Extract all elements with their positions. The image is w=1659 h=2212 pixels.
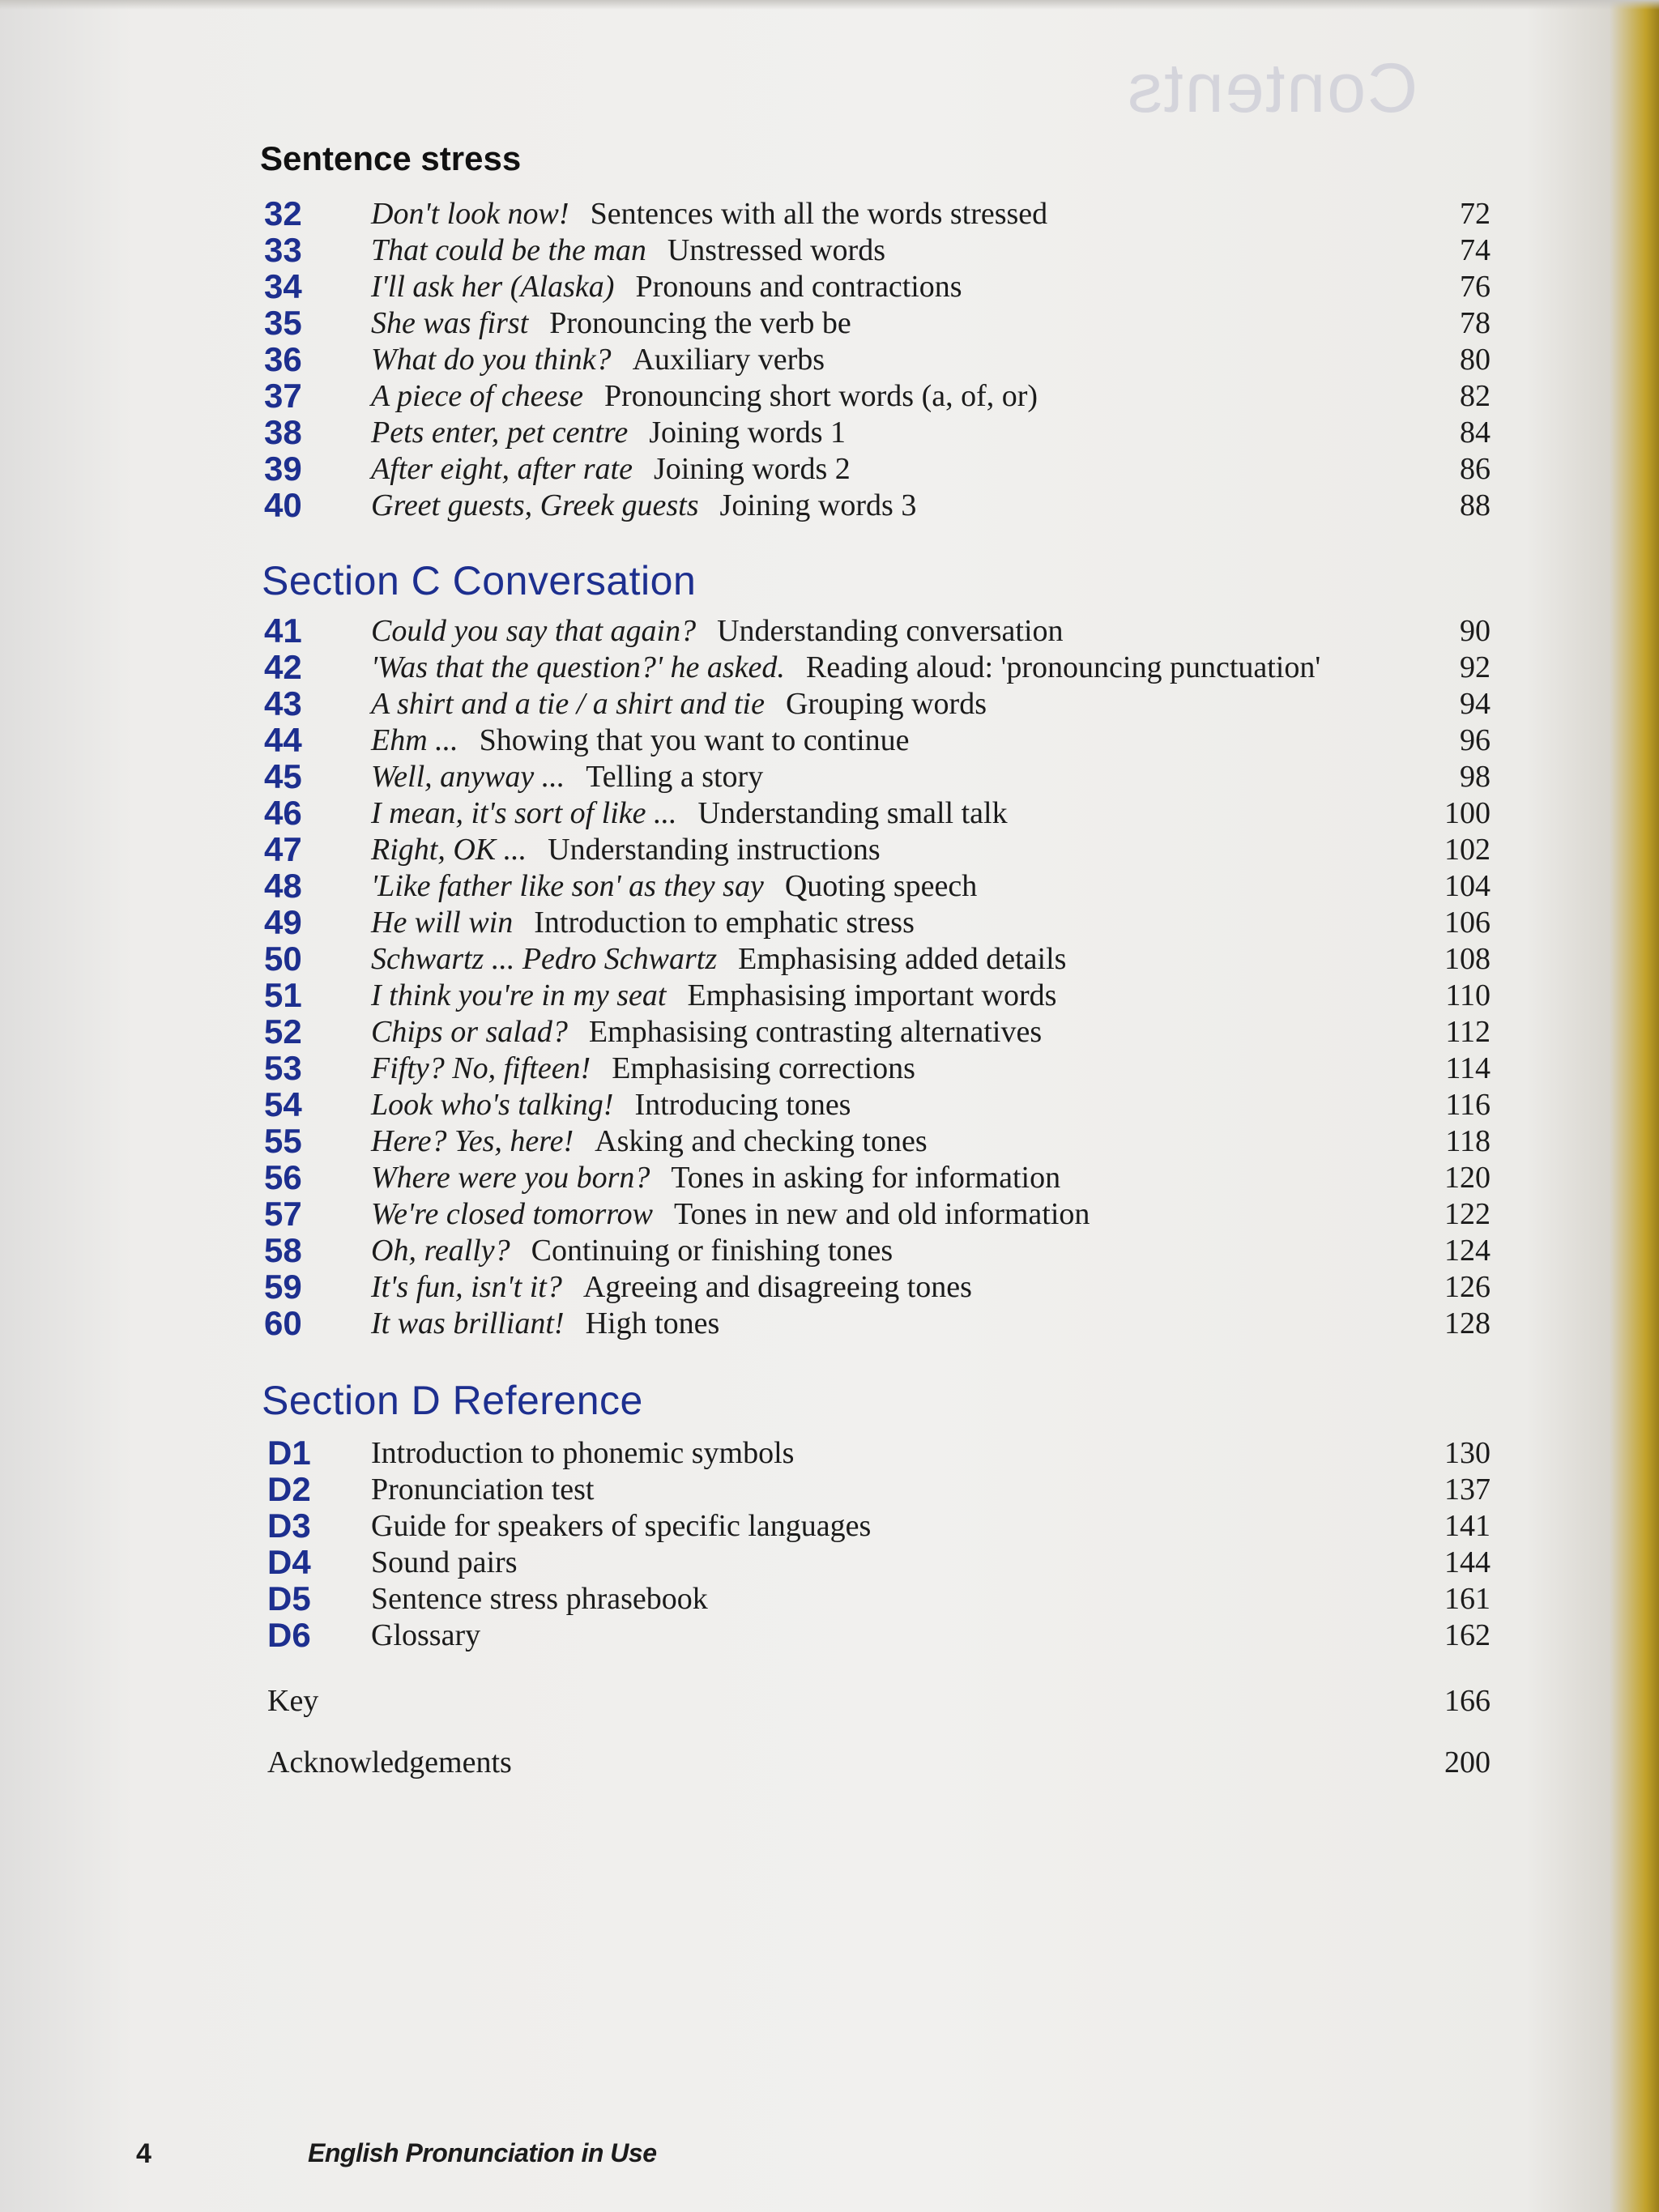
unit-topic: Agreeing and disagreeing tones bbox=[582, 1270, 972, 1304]
unit-description bbox=[371, 722, 910, 758]
page-number: 90 bbox=[1460, 614, 1491, 648]
unit-number: 32 bbox=[264, 194, 302, 232]
page-number: 86 bbox=[1460, 452, 1491, 486]
contents-entry bbox=[0, 1617, 1659, 1653]
page-number: 122 bbox=[1444, 1197, 1491, 1231]
unit-number: 40 bbox=[264, 486, 302, 524]
unit-number: 35 bbox=[264, 304, 302, 342]
contents-entry bbox=[0, 1051, 1659, 1086]
unit-topic: Tones in new and old information bbox=[674, 1197, 1090, 1231]
page-number: 100 bbox=[1444, 796, 1491, 830]
unit-topic: Understanding small talk bbox=[697, 796, 1008, 830]
page-number: 126 bbox=[1444, 1270, 1491, 1304]
page-number: 88 bbox=[1460, 488, 1491, 522]
unit-number: 54 bbox=[264, 1085, 302, 1123]
section-d-heading: Section D Reference bbox=[262, 1378, 643, 1423]
unit-description bbox=[371, 1472, 594, 1507]
contents-entry bbox=[0, 415, 1659, 450]
unit-number: 42 bbox=[264, 648, 302, 686]
unit-description bbox=[371, 451, 851, 487]
unit-description bbox=[371, 1617, 480, 1653]
page-number: 74 bbox=[1460, 233, 1491, 267]
contents-entry bbox=[0, 650, 1659, 685]
unit-topic: Pronunciation test bbox=[371, 1473, 595, 1507]
unit-description bbox=[371, 905, 915, 940]
unit-description bbox=[371, 378, 1038, 414]
unit-description bbox=[371, 941, 1066, 977]
unit-description bbox=[371, 650, 1320, 685]
unit-number: 43 bbox=[264, 684, 302, 722]
page-number: 102 bbox=[1444, 833, 1491, 867]
page-number: 200 bbox=[1444, 1745, 1491, 1779]
contents-entry bbox=[0, 978, 1659, 1013]
unit-example: Ehm ... bbox=[371, 723, 458, 757]
unit-description bbox=[371, 1233, 893, 1268]
page-number: 161 bbox=[1444, 1582, 1491, 1616]
unit-example: Right, OK ... bbox=[371, 833, 527, 867]
unit-number: 49 bbox=[264, 903, 302, 941]
contents-entry bbox=[0, 1683, 1659, 1719]
unit-description bbox=[371, 686, 987, 722]
unit-description bbox=[371, 1051, 915, 1086]
unit-number: 51 bbox=[264, 976, 302, 1014]
unit-topic: Introduction to emphatic stress bbox=[534, 906, 915, 940]
unit-number: 59 bbox=[264, 1268, 302, 1306]
contents-entry bbox=[0, 1196, 1659, 1232]
page-number: 78 bbox=[1460, 306, 1491, 340]
unit-number: 57 bbox=[264, 1195, 302, 1233]
unit-number: 36 bbox=[264, 340, 302, 378]
unit-example: Look who's talking! bbox=[371, 1088, 614, 1122]
unit-example: Oh, really? bbox=[371, 1234, 510, 1268]
unit-number: 44 bbox=[264, 721, 302, 759]
unit-topic: Glossary bbox=[371, 1618, 481, 1652]
unit-topic: Tones in asking for information bbox=[671, 1161, 1061, 1195]
page-number: 130 bbox=[1444, 1436, 1491, 1470]
unit-description bbox=[371, 1196, 1090, 1232]
unit-example: Fifty? No, fifteen! bbox=[371, 1051, 591, 1085]
contents-entry bbox=[0, 832, 1659, 867]
unit-topic: Grouping words bbox=[785, 687, 987, 721]
contents-entry bbox=[0, 905, 1659, 940]
unit-topic: Unstressed words bbox=[667, 233, 885, 267]
page-number: 82 bbox=[1460, 379, 1491, 413]
page-number: 80 bbox=[1460, 343, 1491, 377]
contents-entry bbox=[0, 1269, 1659, 1305]
unit-number: 45 bbox=[264, 757, 302, 795]
contents-entry bbox=[0, 269, 1659, 305]
unit-number: 34 bbox=[264, 267, 302, 305]
unit-example: Here? Yes, here! bbox=[371, 1124, 574, 1158]
page-number: 104 bbox=[1444, 869, 1491, 903]
contents-entry bbox=[0, 378, 1659, 414]
contents-entry bbox=[0, 232, 1659, 268]
unit-description bbox=[371, 868, 977, 904]
page-number: 166 bbox=[1444, 1684, 1491, 1718]
unit-description bbox=[371, 488, 916, 523]
unit-topic: Understanding instructions bbox=[548, 833, 881, 867]
unit-topic: Pronouncing the verb be bbox=[549, 306, 851, 340]
footer-page-number: 4 bbox=[136, 2138, 151, 2169]
unit-number: 55 bbox=[264, 1122, 302, 1160]
unit-example: I mean, it's sort of like ... bbox=[371, 796, 677, 830]
unit-topic: Joining words 2 bbox=[653, 452, 851, 486]
page-number: 108 bbox=[1444, 942, 1491, 976]
unit-number: 46 bbox=[264, 794, 302, 832]
contents-entry bbox=[0, 1472, 1659, 1507]
unit-example: That could be the man bbox=[371, 233, 646, 267]
unit-example: Schwartz ... Pedro Schwartz bbox=[371, 942, 718, 976]
unit-description bbox=[371, 795, 1008, 831]
unit-topic: Auxiliary verbs bbox=[632, 343, 825, 377]
unit-example: A shirt and a tie / a shirt and tie bbox=[371, 687, 765, 721]
unit-number: 60 bbox=[264, 1304, 302, 1342]
unit-topic: Showing that you want to continue bbox=[479, 723, 910, 757]
footer-book-title: English Pronunciation in Use bbox=[308, 2138, 657, 2167]
unit-topic: Guide for speakers of specific languages bbox=[371, 1509, 872, 1543]
page-number: 116 bbox=[1445, 1088, 1491, 1122]
unit-example: I'll ask her (Alaska) bbox=[371, 270, 615, 304]
page-number: 110 bbox=[1445, 978, 1491, 1012]
unit-example: Chips or salad? bbox=[371, 1015, 568, 1049]
unit-description bbox=[371, 759, 763, 795]
unit-topic: Introduction to phonemic symbols bbox=[371, 1436, 795, 1470]
contents-entry bbox=[0, 1545, 1659, 1580]
unit-number: 53 bbox=[264, 1049, 302, 1087]
section-c-heading: Section C Conversation bbox=[262, 558, 697, 603]
unit-number: D3 bbox=[267, 1507, 311, 1545]
page-number: 141 bbox=[1444, 1509, 1491, 1543]
contents-entry bbox=[0, 1123, 1659, 1159]
unit-description bbox=[371, 415, 846, 450]
unit-example: Could you say that again? bbox=[371, 614, 697, 648]
unit-description bbox=[371, 1087, 851, 1123]
contents-entry bbox=[0, 488, 1659, 523]
unit-topic: Reading aloud: 'pronouncing punctuation' bbox=[805, 650, 1321, 684]
unit-description bbox=[371, 1435, 794, 1471]
unit-topic: Joining words 1 bbox=[649, 416, 847, 450]
contents-entry bbox=[0, 759, 1659, 795]
contents-entry bbox=[0, 722, 1659, 758]
unit-number: D4 bbox=[267, 1543, 311, 1581]
unit-description bbox=[371, 1014, 1042, 1050]
page-top-edge bbox=[0, 0, 1659, 10]
page-number: 124 bbox=[1444, 1234, 1491, 1268]
unit-topic: Continuing or finishing tones bbox=[531, 1234, 893, 1268]
unit-description bbox=[371, 1123, 928, 1159]
unit-description bbox=[371, 1581, 708, 1617]
unit-example: A piece of cheese bbox=[371, 379, 583, 413]
page-number: 94 bbox=[1460, 687, 1491, 721]
unit-example: We're closed tomorrow bbox=[371, 1197, 653, 1231]
unit-example: 'Like father like son' as they say bbox=[371, 869, 764, 903]
page-number: 118 bbox=[1445, 1124, 1491, 1158]
unit-number: D1 bbox=[267, 1434, 311, 1472]
contents-entry bbox=[0, 686, 1659, 722]
unit-number: 47 bbox=[264, 830, 302, 868]
contents-entry bbox=[0, 1087, 1659, 1123]
unit-description bbox=[371, 305, 851, 341]
sentence-stress-heading: Sentence stress bbox=[260, 139, 522, 177]
unit-topic: Joining words 3 bbox=[719, 488, 917, 522]
page-number: 96 bbox=[1460, 723, 1491, 757]
unit-example: What do you think? bbox=[371, 343, 612, 377]
unit-number: D2 bbox=[267, 1470, 311, 1508]
unit-description bbox=[371, 832, 881, 867]
contents-entry bbox=[0, 196, 1659, 232]
unit-description bbox=[371, 342, 825, 377]
contents-entry bbox=[0, 305, 1659, 341]
unit-description bbox=[371, 978, 1056, 1013]
unit-topic: Pronouns and contractions bbox=[635, 270, 962, 304]
page-number: 92 bbox=[1460, 650, 1491, 684]
contents-entry bbox=[0, 1014, 1659, 1050]
entry-label: Key bbox=[267, 1684, 319, 1718]
unit-topic: Sound pairs bbox=[371, 1545, 518, 1579]
unit-example: Don't look now! bbox=[371, 197, 569, 231]
unit-description bbox=[371, 232, 885, 268]
unit-example: 'Was that the question?' he asked. bbox=[371, 650, 785, 684]
unit-topic: Asking and checking tones bbox=[595, 1124, 928, 1158]
unit-example: Greet guests, Greek guests bbox=[371, 488, 699, 522]
contents-entry bbox=[0, 868, 1659, 904]
contents-entry bbox=[0, 941, 1659, 977]
unit-number: 52 bbox=[264, 1012, 302, 1051]
contents-entry bbox=[0, 1745, 1659, 1780]
unit-number: 37 bbox=[264, 377, 302, 415]
page-number: 76 bbox=[1460, 270, 1491, 304]
unit-example: I think you're in my seat bbox=[371, 978, 667, 1012]
page-number: 114 bbox=[1445, 1051, 1491, 1085]
page-number: 98 bbox=[1460, 760, 1491, 794]
unit-description bbox=[371, 613, 1064, 649]
contents-entry bbox=[0, 613, 1659, 649]
contents-entry bbox=[0, 1581, 1659, 1617]
contents-entry bbox=[0, 1435, 1659, 1471]
contents-entry bbox=[0, 1160, 1659, 1196]
unit-topic: Pronouncing short words (a, of, or) bbox=[604, 379, 1038, 413]
unit-topic: Emphasising added details bbox=[738, 942, 1067, 976]
page-number: 120 bbox=[1444, 1161, 1491, 1195]
entry-label: Acknowledgements bbox=[267, 1745, 512, 1779]
unit-number: 56 bbox=[264, 1158, 302, 1196]
page-number: 112 bbox=[1445, 1015, 1491, 1049]
contents-entry bbox=[0, 1306, 1659, 1341]
unit-number: 41 bbox=[264, 612, 302, 650]
unit-example: After eight, after rate bbox=[371, 452, 633, 486]
contents-entry bbox=[0, 451, 1659, 487]
page-number: 72 bbox=[1460, 197, 1491, 231]
contents-entry bbox=[0, 1508, 1659, 1544]
contents-entry bbox=[0, 1233, 1659, 1268]
unit-description bbox=[371, 1160, 1060, 1196]
unit-example: Well, anyway ... bbox=[371, 760, 565, 794]
unit-description bbox=[371, 269, 962, 305]
unit-topic: Quoting speech bbox=[784, 869, 978, 903]
page-number: 106 bbox=[1444, 906, 1491, 940]
unit-description bbox=[371, 1508, 871, 1544]
show-through-heading: Contents bbox=[1126, 49, 1418, 127]
unit-number: 58 bbox=[264, 1231, 302, 1269]
unit-example: It was brilliant! bbox=[371, 1306, 565, 1340]
unit-number: 50 bbox=[264, 940, 302, 978]
unit-number: D6 bbox=[267, 1616, 311, 1654]
unit-description bbox=[371, 1306, 719, 1341]
unit-number: 48 bbox=[264, 867, 302, 905]
unit-topic: Introducing tones bbox=[634, 1088, 851, 1122]
unit-description bbox=[371, 1545, 518, 1580]
unit-number: 33 bbox=[264, 231, 302, 269]
unit-topic: Emphasising contrasting alternatives bbox=[588, 1015, 1043, 1049]
page-number: 162 bbox=[1444, 1618, 1491, 1652]
page-number: 137 bbox=[1444, 1473, 1491, 1507]
unit-description bbox=[371, 196, 1047, 232]
page-number: 128 bbox=[1444, 1306, 1491, 1340]
unit-topic: Understanding conversation bbox=[717, 614, 1064, 648]
unit-example: Pets enter, pet centre bbox=[371, 416, 629, 450]
unit-topic: Emphasising corrections bbox=[612, 1051, 915, 1085]
contents-entry bbox=[0, 795, 1659, 831]
unit-topic: Telling a story bbox=[586, 760, 764, 794]
unit-description bbox=[371, 1269, 972, 1305]
page-number: 144 bbox=[1444, 1545, 1491, 1579]
unit-topic: Emphasising important words bbox=[687, 978, 1057, 1012]
unit-example: It's fun, isn't it? bbox=[371, 1270, 562, 1304]
unit-number: 38 bbox=[264, 413, 302, 451]
unit-example: He will win bbox=[371, 906, 514, 940]
page-number: 84 bbox=[1460, 416, 1491, 450]
unit-topic: Sentence stress phrasebook bbox=[371, 1582, 708, 1616]
unit-topic: Sentences with all the words stressed bbox=[590, 197, 1048, 231]
unit-example: Where were you born? bbox=[371, 1161, 650, 1195]
unit-number: D5 bbox=[267, 1579, 311, 1617]
contents-entry bbox=[0, 342, 1659, 377]
unit-number: 39 bbox=[264, 450, 302, 488]
unit-topic: High tones bbox=[585, 1306, 720, 1340]
unit-example: She was first bbox=[371, 306, 529, 340]
